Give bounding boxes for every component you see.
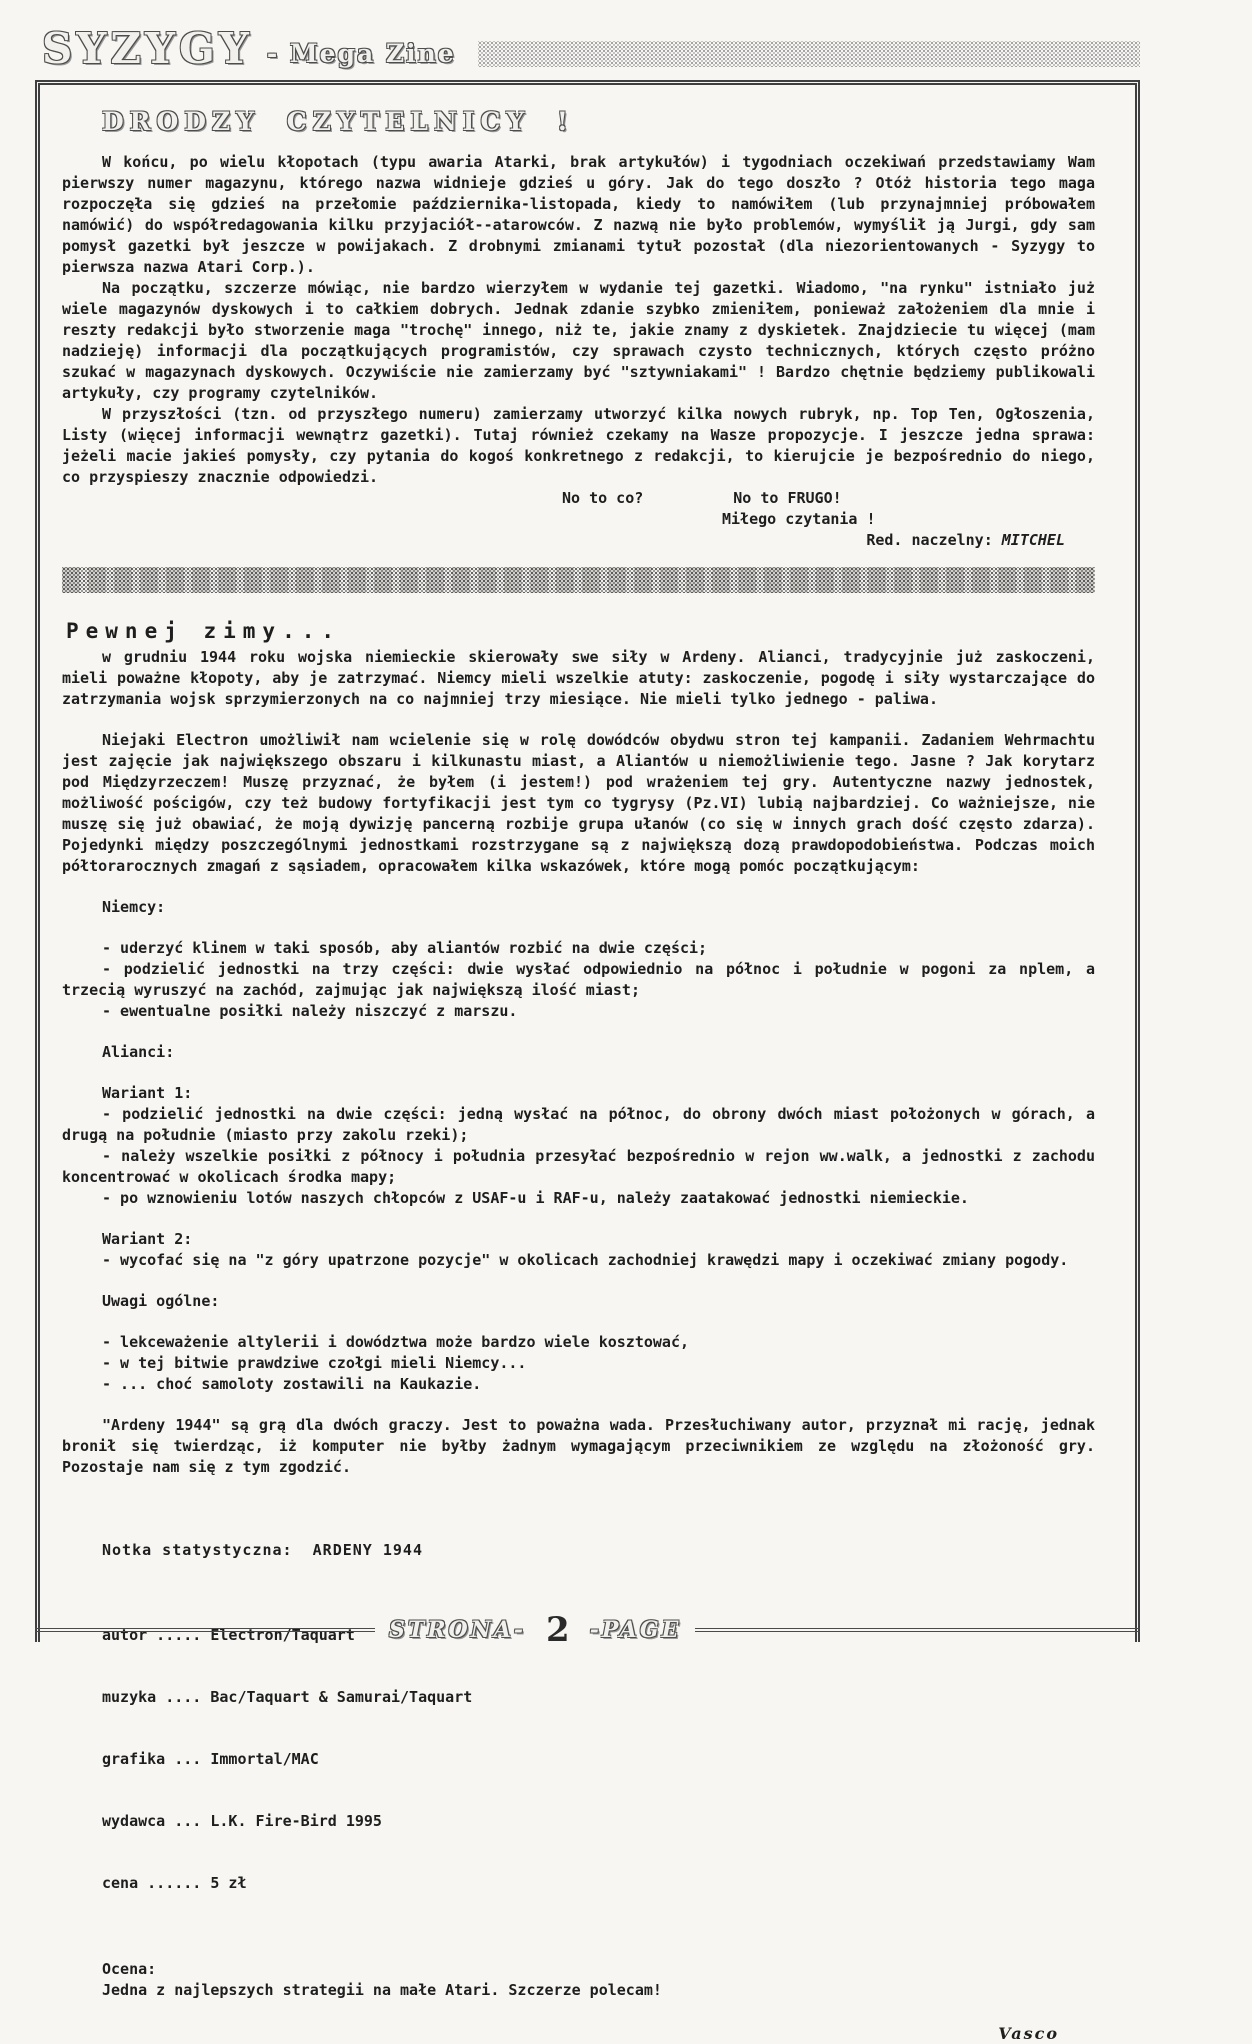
- section-label-alianci: Alianci:: [102, 1043, 175, 1061]
- page-footer: [35, 1610, 1140, 1650]
- list-item: - po wznowieniu lotów naszych chłopców z USAF-u i RAF-u, należy zaatakować jednostki niemieckie.: [102, 1189, 969, 1207]
- slogan-left: No to co?: [562, 489, 644, 507]
- footer-rule: [695, 1628, 1140, 1632]
- editorial-paragraph: Na początku, szczerze mówiąc, nie bardzo wierzyłem w wydanie tej gazetki. Wiadomo, "na rynku" istniało już wiele magazynów dyskowych i to całkiem dobrych. Jednak zdanie szybko zmieniłem, ponieważ założeniem dla mnie i reszty redakcji było stworzenie maga "trochę" innego, niż te, jakie znamy z dyskietek. Znajdziecie tu więcej (mam nadzieję) informacji dla początkujących programistów, czy sprawach czysto technicznych, których często próżno szukać w magazynach dyskowych. Oczywiście nie zamierzamy być "sztywniakami" ! Bardzo chętnie będziemy publikowali artykuły, czy programy czytelników.: [62, 279, 1095, 402]
- article-paragraph: w grudniu 1944 roku wojska niemieckie skierowały swe siły w Ardeny. Alianci, tradycyjnie już zaskoczeni, mieli poważne kłopoty, aby je zatrzymać. Niemcy mieli wszelkie atuty: zaskoczenie, pogodę i siły wystarczające do zatrzymania wojsk sprzymierzonych na co najmniej trzy miesiące. Nie mieli tylko jednego - paliwa.: [62, 648, 1095, 708]
- magazine-subtitle: - Mega Zine: [266, 38, 456, 68]
- article-heading: Pewnej zimy...: [66, 619, 342, 643]
- stats-heading: Notka statystyczna: ARDENY 1944: [102, 1541, 423, 1559]
- separator-band: [62, 567, 1095, 593]
- stats-line: cena ...... 5 zł: [102, 1874, 247, 1892]
- list-item: - podzielić jednostki na trzy części: dwie wysłać odpowiednio na północ i południe w pogoni za nplem, a trzecią wyruszyć na zachód, zajmując jak największą ilość miast;: [62, 960, 1095, 999]
- editor-signature-name: MITCHEL: [1001, 531, 1065, 549]
- editorial-paragraph: W przyszłości (tzn. od przyszłego numeru) zamierzamy utworzyć kilka nowych rubryk, np. Top Ten, Ogłoszenia, Listy (więcej informacji wewnątrz gazetki). Tutaj również czekamy na Wasze propozycje. I jeszcze jedna sprawa: jeżeli macie jakieś pomysły, czy pytania do kogoś konkretnego z redakcji, to kierujcie je bezpośrednio do niego, co przyspieszy znacznie odpowiedzi.: [62, 405, 1095, 486]
- list-item: - ewentualne posiłki należy niszczyć z marszu.: [102, 1002, 518, 1020]
- content-frame: [35, 80, 1140, 2043]
- footer-page-number: 2: [546, 1610, 570, 1650]
- masthead: [42, 26, 1140, 72]
- editorial-slogans: [562, 488, 1095, 509]
- rating-block: [102, 1959, 1095, 2001]
- section-label-niemcy: Niemcy:: [102, 898, 166, 916]
- section-label-uwagi: Uwagi ogólne:: [102, 1292, 220, 1310]
- halftone-band: [478, 41, 1140, 67]
- stats-line: autor ..... Electron/Taquart: [102, 1626, 355, 1644]
- list-item: - ... choć samoloty zostawili na Kaukazie.: [102, 1375, 482, 1393]
- list-item: - uderzyć klinem w taki sposób, aby aliantów rozbić na dwie części;: [102, 939, 708, 957]
- slogan-right: No to FRUGO!: [733, 489, 842, 507]
- editorial-heading: DRODZY CZYTELNICY !: [102, 107, 574, 136]
- list-item: - w tej bitwie prawdziwe czołgi mieli Niemcy...: [102, 1354, 527, 1372]
- footer-rule: [35, 1628, 375, 1632]
- footer-strona-label: STRONA-: [389, 1617, 527, 1643]
- list-item: - należy wszelkie posiłki z północy i południa przesyłać bezpośrednio w rejon ww.walk, a jednostki z zachodu koncentrować w okolicach środka mapy;: [62, 1147, 1095, 1186]
- editor-signature-label: Red. naczelny:: [866, 531, 1002, 549]
- author-signature: Vasco: [998, 2024, 1059, 2043]
- stats-block: [102, 1498, 1095, 1935]
- magazine-title: SYZYGY: [42, 24, 253, 73]
- footer-page-label: -PAGE: [589, 1617, 682, 1643]
- editor-signature-line: [62, 530, 1095, 551]
- editorial-paragraph: W końcu, po wielu kłopotach (typu awaria Atarki, brak artykułów) i tygodniach oczekiwań przedstawiamy Wam pierwszy numer magazynu, którego nazwa widnieje gdzieś u góry. Jak do tego doszło ? Otóż historia tego maga rozpoczęła się gdzieś na przełomie października-listopada, kiedy to namówiłem (lub przynajmniej próbowałem namówić) do współredagowania kilku przyjaciół--atarowców. Z nazwą nie było problemów, wymyślił ją Jurgi, gdy sam pomysł gazetki był jeszcze w powijakach. Z drobnymi zmianami tytuł pozostał (dla niezorientowanych - Syzygy to pierwsza nazwa Atari Corp.).: [62, 153, 1095, 276]
- list-item: - wycofać się na "z góry upatrzone pozycje" w okolicach zachodniej krawędzi mapy i oczekiwać zmiany pogody.: [102, 1251, 1069, 1269]
- rating-label: Ocena:: [102, 1960, 157, 1978]
- article-paragraph: Niejaki Electron umożliwił nam wcielenie się w rolę dowódców obydwu stron tej kampanii. Zadaniem Wehrmachtu jest zajęcie jak największego obszaru i kilkunastu miast, a Aliantów u niemożliwienie tego. Jasne ? Jak korytarz pod Międzyrzeczem! Muszę przyznać, że byłem (i jestem!) pod wrażeniem tej gry. Autentyczne nazwy jednostek, możliwość pościgów, czy też budowy fortyfikacji jest tym co tygrysy (Pz.VI) lubią najbardziej. Co ważniejsze, nie muszę się już obawiać, że moją dywizję pancerną rozbije grupa ułanów (co się w innych grach dość często zdarza). Pojedynki między poszczególnymi jednostkami rozstrzygane są z największą dozą prawdopodobieństwa. Podczas moich półtorarocznych zmagań z sąsiadem, opracowałem kilka wskazówek, które mogą pomóc początkującym:: [62, 731, 1095, 875]
- rating-text: Jedna z najlepszych strategii na małe Atari. Szczerze polecam!: [102, 1981, 662, 1999]
- article-closing-paragraph: "Ardeny 1944" są grą dla dwóch graczy. Jest to poważna wada. Przesłuchiwany autor, przyznał mi rację, jednak bronił się twierdząc, iż komputer nie byłby żadnym wymagającym przeciwnikiem ze względu na złożoność gry. Pozostaje nam się z tym zgodzić.: [62, 1416, 1095, 1476]
- stats-line: grafika ... Immortal/MAC: [102, 1750, 319, 1768]
- section-label-wariant-2: Wariant 2:: [102, 1230, 193, 1248]
- section-label-wariant-1: Wariant 1:: [102, 1084, 193, 1102]
- list-item: - podzielić jednostki na dwie części: jedną wysłać na północ, do obrony dwóch miast położonych w górach, a drugą na południe (miasto przy zakolu rzeki);: [62, 1105, 1095, 1144]
- list-item: - lekceważenie altylerii i dowództwa może bardzo wiele kosztować,: [102, 1333, 689, 1351]
- stats-line: wydawca ... L.K. Fire-Bird 1995: [102, 1812, 382, 1830]
- editorial-closing: Miłego czytania !: [722, 510, 876, 528]
- stats-line: muzyka .... Bac/Taquart & Samurai/Taquart: [102, 1688, 473, 1706]
